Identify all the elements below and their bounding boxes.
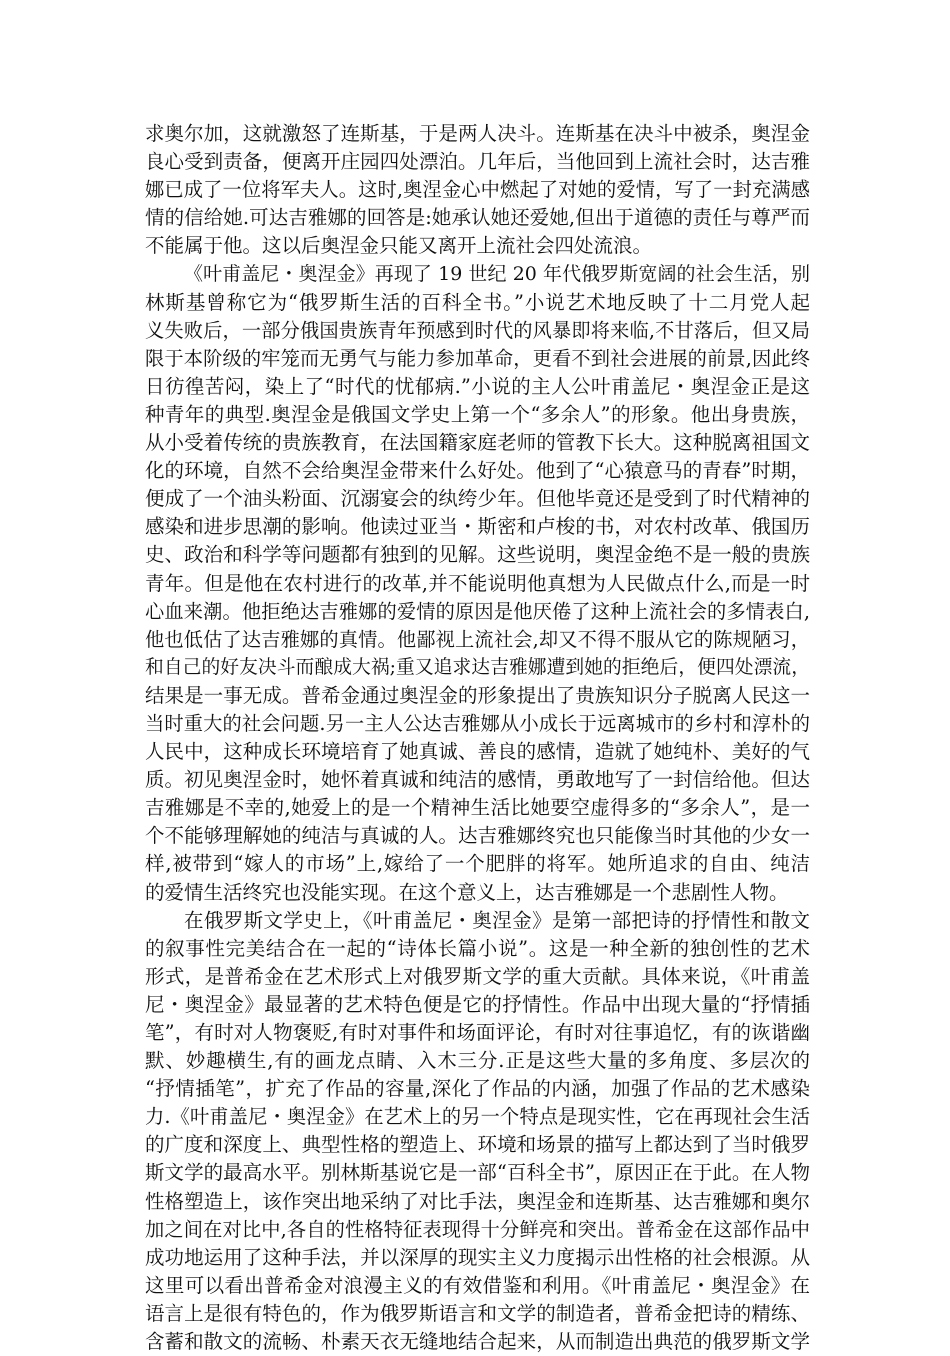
- text-line: 性格塑造上，该作突出地采纳了对比手法，奥涅金和连斯基、达吉雅娜和奥尔: [145, 1189, 810, 1213]
- text-line: 质。初见奥涅金时，她怀着真诚和纯洁的感情，勇敢地写了一封信给他。但达: [145, 768, 810, 792]
- text-line: 当时重大的社会问题.另一主人公达吉雅娜从小成长于远离城市的乡村和淳朴的: [145, 711, 810, 735]
- text-line: 在俄罗斯文学史上，《叶甫盖尼・奥涅金》是第一部把诗的抒情性和散文: [184, 908, 810, 932]
- text-line: 这里可以看出普希金对浪漫主义的有效借鉴和利用。《叶甫盖尼・奥涅金》在: [145, 1273, 810, 1297]
- text-line: 史、政治和科学等问题都有独到的见解。这些说明，奥涅金绝不是一般的贵族: [145, 543, 810, 567]
- text-line: 人民中，这种成长环境培育了她真诚、善良的感情，造就了她纯朴、美好的气: [145, 740, 810, 764]
- text-line: 的广度和深度上、典型性格的塑造上、环境和场景的描写上都达到了当时俄罗: [145, 1133, 810, 1157]
- text-line: 个不能够理解她的纯洁与真诚的人。达吉雅娜终究也只能像当时其他的少女一: [145, 824, 810, 848]
- text-line: 求奥尔加，这就激怒了连斯基，于是两人决斗。连斯基在决斗中被杀，奥涅金: [145, 122, 810, 145]
- text-line: 《叶甫盖尼・奥涅金》再现了 19 世纪 20 年代俄罗斯宽阔的社会生活，别: [184, 263, 810, 286]
- text-line: 种青年的典型.奥涅金是俄国文学史上第一个“多余人”的形象。他出身贵族，: [145, 402, 810, 426]
- text-line: “抒情插笔”，扩充了作品的容量,深化了作品的内涵，加强了作品的艺术感染: [145, 1077, 810, 1101]
- text-line: 心血来潮。他拒绝达吉雅娜的爱情的原因是他厌倦了这种上流社会的多情表白,: [145, 599, 810, 623]
- text-line: 加之间在对比中,各自的性格特征表现得十分鲜亮和突出。普希金在这部作品中: [145, 1217, 810, 1241]
- text-line: 和自己的好友决斗而酿成大祸;重又追求达吉雅娜遭到她的拒绝后，便四处漂流，: [145, 656, 810, 678]
- text-line: 不能属于他。这以后奥涅金只能又离开上流社会四处流浪。: [145, 234, 653, 258]
- text-line: 笔”，有时对人物褒贬,有时对事件和场面评论，有时对往事追忆，有的诙谐幽: [145, 1021, 810, 1044]
- text-line: 青年。但是他在农村进行的改革,并不能说明他真想为人民做点什么,而是一时: [145, 571, 810, 595]
- text-line: 情的信给她.可达吉雅娜的回答是:她承认她还爱她,但出于道德的责任与尊严而: [145, 206, 810, 230]
- text-line: 结果是一事无成。普希金通过奥涅金的形象提出了贵族知识分子脱离人民这一: [145, 683, 810, 707]
- text-line: 默、妙趣横生,有的画龙点睛、入木三分.正是这些大量的多角度、多层次的: [145, 1049, 810, 1073]
- text-line: 吉雅娜是不幸的,她爱上的是一个精神生活比她要空虚得多的“多余人”，是一: [145, 796, 810, 820]
- text-line: 形式，是普希金在艺术形式上对俄罗斯文学的重大贡献。具体来说，《叶甫盖: [145, 964, 810, 988]
- text-line: 成功地运用了这种手法，并以深厚的现实主义力度揭示出性格的社会根源。从: [145, 1245, 810, 1269]
- text-line: 感染和进步思潮的影响。他读过亚当・斯密和卢梭的书，对农村改革、俄国历: [145, 515, 810, 539]
- text-line: 义失败后，一部分俄国贵族青年预感到时代的风暴即将来临,不甘落后，但又局: [145, 318, 810, 342]
- text-line: 便成了一个油头粉面、沉溺宴会的纨绔少年。但他毕竟还是受到了时代精神的: [145, 487, 810, 511]
- text-line: 娜已成了一位将军夫人。这时,奥涅金心中燃起了对她的爱情，写了一封充满感: [145, 178, 810, 202]
- text-line: 林斯基曾称它为“俄罗斯生活的百科全书。”小说艺术地反映了十二月党人起: [145, 290, 810, 314]
- text-line: 含蓄和散文的流畅、朴素天衣无缝地结合起来，从而制造出典范的俄罗斯文学: [145, 1330, 810, 1354]
- body-text: [145, 120, 810, 1356]
- text-line: 斯文学的最高水平。别林斯基说它是一部“百科全书”，原因正在于此。在人物: [145, 1161, 810, 1185]
- text-line: 限于本阶级的牢笼而无勇气与能力参加革命，更看不到社会进展的前景,因此终: [145, 346, 810, 370]
- text-line: 日彷徨苦闷，染上了“时代的忧郁病.”小说的主人公叶甫盖尼・奥涅金正是这: [145, 374, 810, 398]
- text-line: 样,被带到“嫁人的市场”上,嫁给了一个肥胖的将军。她所追求的自由、纯洁: [145, 852, 810, 876]
- text-line: 化的环境，自然不会给奥涅金带来什么好处。他到了“心猿意马的青春”时期，: [145, 459, 810, 483]
- text-line: 尼・奥涅金》最显著的艺术特色便是它的抒情性。作品中出现大量的“抒情插: [145, 992, 810, 1016]
- text-line: 从小受着传统的贵族教育，在法国籍家庭老师的管教下长大。这种脱离祖国文: [145, 431, 810, 455]
- text-line: 他也低估了达吉雅娜的真情。他鄙视上流社会,却又不得不服从它的陈规陋习，: [145, 627, 810, 651]
- text-line: 的爱情生活终究也没能实现。在这个意义上，达吉雅娜是一个悲剧性人物。: [145, 880, 789, 904]
- text-line: 的叙事性完美结合在一起的“诗体长篇小说”。这是一种全新的独创性的艺术: [145, 936, 810, 960]
- text-line: 语言上是很有特色的，作为俄罗斯语言和文学的制造者，普希金把诗的精练、: [145, 1301, 810, 1325]
- text-line: 力.《叶甫盖尼・奥涅金》在艺术上的另一个特点是现实性，它在再现社会生活: [145, 1105, 810, 1129]
- text-line: 良心受到责备，便离开庄园四处漂泊。几年后，当他回到上流社会时，达吉雅: [145, 150, 810, 174]
